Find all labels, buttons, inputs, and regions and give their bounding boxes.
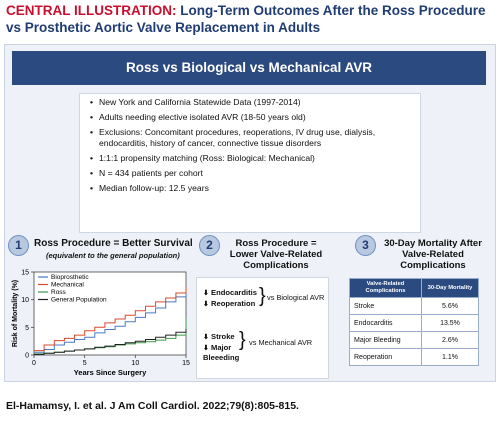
section-3-number: 3 [355, 235, 376, 256]
table-header: Valve-Related Complications [350, 279, 422, 298]
y-tick-label: 15 [21, 269, 29, 277]
x-tick-label: 15 [182, 360, 190, 367]
header-label: CENTRAL ILLUSTRATION: [6, 3, 177, 18]
y-tick-label: 10 [21, 297, 29, 305]
x-axis-label: Years Since Surgery [73, 368, 147, 377]
table-cell: 1.1% [422, 349, 479, 366]
complication-reoperation: ⬇ Reoperation [203, 299, 256, 308]
x-tick-label: 10 [131, 360, 140, 367]
legend-label: Mechanical [51, 281, 84, 289]
y-tick-label: 5 [25, 324, 29, 332]
table-cell: 2.6% [422, 332, 479, 349]
complication-endocarditis: ⬇ Endocarditis [203, 288, 257, 297]
key-point: • N = 434 patients per cohort [90, 168, 412, 179]
key-point: • Adults needing elective isolated AVR (18-50 years old) [90, 112, 412, 123]
x-tick-label: 5 [82, 360, 87, 367]
table-cell: Reoperation [350, 349, 422, 366]
page-title-line-2: vs Prosthetic Aortic Valve Replacement in Adults [6, 20, 321, 35]
page-title-line-1: Long-Term Outcomes After the Ross Procedure [180, 3, 486, 18]
key-point: • Median follow-up: 12.5 years [90, 183, 412, 194]
section-1-title: Ross Procedure = Better Survival [34, 238, 193, 249]
legend-label: Ross [51, 289, 66, 296]
table-cell: 5.6% [422, 298, 479, 315]
legend-label: Bioprosthetic [51, 274, 89, 281]
table-cell: Endocarditis [350, 315, 422, 332]
y-tick-label: 0 [25, 352, 29, 360]
complication-stroke: ⬇ Stroke [203, 332, 235, 341]
complications-box [196, 277, 329, 379]
brace-icon: } [239, 329, 246, 351]
x-tick-label: 0 [32, 360, 36, 367]
section-2-number: 2 [199, 235, 220, 256]
mortality-table [349, 278, 479, 366]
table-header-row [350, 279, 479, 298]
key-point: • Exclusions: Concomitant procedures, reoperations, IV drug use, dialysis, endocarditis, history of cancer, connective tissue disorders [90, 127, 412, 149]
table-cell: Stroke [350, 298, 422, 315]
table-row [350, 298, 479, 315]
citation: El-Hamamsy, I. et al. J Am Coll Cardiol. 2022;79(8):805-815. [6, 400, 299, 412]
group1-label: vs Biological AVR [267, 293, 325, 302]
table-cell: 13.5% [422, 315, 479, 332]
brace-icon: } [259, 285, 266, 307]
header-line-1 [6, 3, 486, 19]
section-1-number: 1 [8, 235, 29, 256]
section-1-subtitle: (equivalent to the general population) [46, 251, 180, 260]
header [0, 0, 500, 46]
y-axis-label: Risk of Mortality (%) [12, 279, 19, 348]
table-row [350, 315, 479, 332]
key-points-box [79, 93, 421, 233]
table-cell: Major Bleeding [350, 332, 422, 349]
section-2-title: Ross Procedure = Lower Valve-Related Complications [229, 238, 323, 271]
key-point: • 1:1:1 propensity matching (Ross: Biological: Mechanical) [90, 153, 412, 164]
banner: Ross vs Biological vs Mechanical AVR [12, 51, 486, 85]
group2-label: vs Mechanical AVR [249, 338, 313, 347]
key-point: • New York and California Statewide Data (1997-2014) [90, 97, 412, 108]
complication-major-bleeding: ⬇ Major Bleeeding [203, 343, 240, 362]
table-row [350, 349, 479, 366]
legend-label: General Population [51, 296, 107, 304]
table-header: 30-Day Mortality [422, 279, 479, 298]
table-row [350, 332, 479, 349]
mortality-line-chart [10, 267, 200, 379]
section-3-title: 30-Day Mortality After Valve-Related Complications [384, 238, 482, 271]
